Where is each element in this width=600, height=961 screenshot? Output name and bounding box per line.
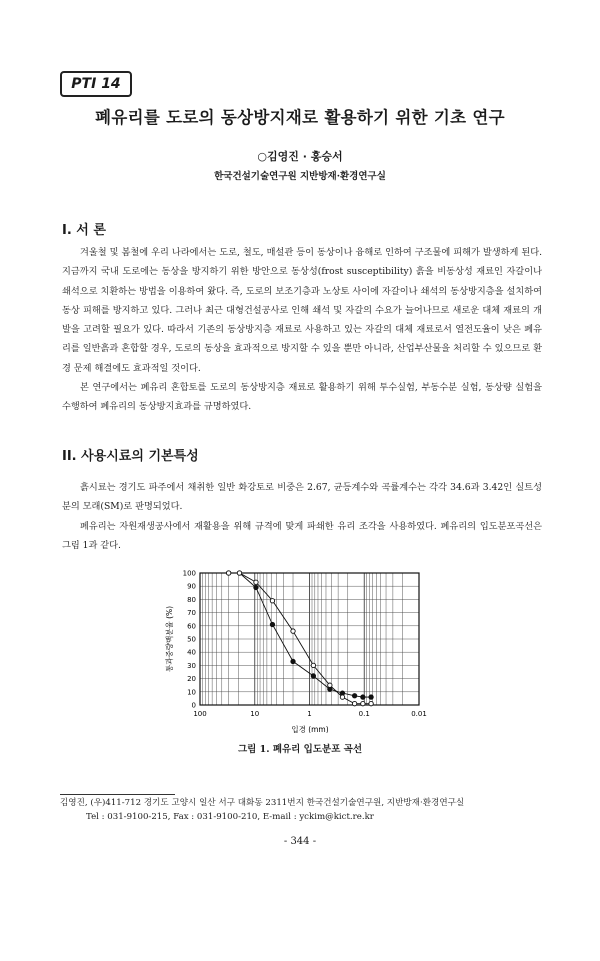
materials-paragraph-2: 폐유리는 자원재생공사에서 재활용을 위해 규격에 맞게 파쇄한 유리 조각을 사용하였다. 폐유리의 입도분포곡선은 그림 1과 같다. — [62, 520, 542, 551]
series-2-point — [254, 580, 258, 584]
series-2-point — [369, 701, 373, 705]
x-tick-label: 10 — [250, 710, 260, 718]
series-2-point — [311, 663, 315, 667]
series-2-point — [340, 695, 344, 699]
y-tick-label: 100 — [182, 569, 196, 578]
y-tick-label: 90 — [187, 582, 196, 591]
y-tick-label: 40 — [187, 648, 196, 657]
series-2-point — [237, 571, 241, 575]
series-1-point — [361, 695, 365, 699]
series-2-point — [328, 683, 332, 687]
series-1-point — [311, 674, 315, 678]
series-1-point — [270, 622, 274, 626]
session-badge: PTI 14 — [60, 71, 132, 97]
series-2-point — [352, 701, 356, 705]
series-1-point — [291, 659, 295, 663]
x-tick-label: 100 — [193, 710, 207, 718]
paper-title: 폐유리를 도로의 동상방지재로 활용하기 위한 기초 연구 — [95, 108, 505, 127]
footnote-line-2: Tel : 031-9100-215, Fax : 031-9100-210, E-mail : yckim@kict.re.kr — [86, 812, 374, 822]
page-number: - 344 - — [283, 836, 317, 847]
chart-series — [226, 571, 373, 706]
section-heading-materials: II. 사용시료의 기본특성 — [62, 449, 199, 464]
y-tick-label: 70 — [187, 609, 196, 618]
y-tick-label: 30 — [187, 661, 196, 670]
series-1-point — [254, 585, 258, 589]
y-tick-label: 20 — [187, 675, 196, 684]
x-tick-labels — [193, 710, 426, 718]
y-tick-label: 60 — [187, 622, 196, 631]
chart-grid — [200, 573, 419, 705]
section-body-intro — [62, 243, 542, 417]
intro-paragraph-2: 본 연구에서는 폐유리 혼합토를 도로의 동상방지층 재료로 활용하기 위해 투수실험, 부동수분 실험, 동상량 실험을 수행하여 폐유리의 동상방지효과를 규명하였다. — [62, 382, 542, 413]
y-tick-label: 0 — [191, 701, 196, 710]
y-tick-labels — [183, 570, 196, 710]
y-tick-label: 80 — [187, 595, 196, 604]
series-1-point — [369, 695, 373, 699]
series-1-point — [352, 694, 356, 698]
footnote-line-1: 김영진, (우)411-712 경기도 고양시 일산 서구 대화동 2311번지 한국건설기술연구원, 지반방재·환경연구실 — [60, 798, 465, 808]
series-2-point — [291, 629, 295, 633]
footnote-rule — [60, 794, 175, 795]
x-axis-label: 입경 (mm) — [291, 725, 329, 733]
x-tick-label: 0.01 — [411, 710, 427, 718]
intro-paragraph-1: 겨울철 및 봄철에 우리 나라에서는 도로, 철도, 매설관 등이 동상이나 융해로 인하여 구조물에 피해가 발생하게 된다. 지금까지 국내 도로에는 동상을 방지하기 위한 방안으로 동상성(frost susceptibility) 흙을 비동상성 재료인 자갈이나 쇄석으로 치환하는 방법을 이용하여 왔다. 즉, 도로의 보조기층과 노상토 사이에 자갈이나 쇄석의 동상방지층을 설치하여 동상 피해를 방지하고 있다. 그러나 최근 대형건설공사로 인해 쇄석 및 자갈의 수요가 늘어나므로 새로운 대체 재료의 개발을 고려할 필요가 있다. 따라서 기존의 동상방지층 재료로 사용하고 있는 자갈의 대체 재료로서 열전도율이 낮은 폐유리를 일반흙과 혼합할 경우, 도로의 동상을 효과적으로 방지할 수 있을 뿐만 아니라, 산업부산물을 처리할 수 있으므로 환경 문제 해결에도 효과적일 것이다. — [62, 247, 542, 374]
figure-caption: 그림 1. 폐유리 입도분포 곡선 — [237, 744, 363, 755]
series-2-point — [270, 599, 274, 603]
materials-paragraph-1: 흙시료는 경기도 파주에서 채취한 일반 화강토로 비중은 2.67, 균등계수와 곡률계수는 각각 34.6과 3.42인 실트성분의 모래(SM)로 판명되었다. — [62, 482, 542, 513]
gradation-chart — [160, 563, 450, 733]
y-tick-label: 10 — [187, 688, 196, 697]
y-tick-label: 50 — [187, 635, 196, 644]
author-list: ○김영진 · 홍승서 — [257, 150, 343, 163]
section-body-materials — [62, 478, 542, 555]
section-heading-intro: I. 서 론 — [62, 223, 106, 238]
affiliation: 한국건설기술연구원 지반방재·환경연구실 — [214, 171, 386, 182]
y-axis-label: 통과중량백분율 (%) — [165, 605, 174, 673]
x-tick-label: 0.1 — [358, 710, 370, 718]
x-tick-label: 1 — [307, 710, 312, 718]
series-2-point — [361, 701, 365, 705]
series-2-point — [226, 571, 230, 575]
series-2-line — [229, 573, 372, 704]
